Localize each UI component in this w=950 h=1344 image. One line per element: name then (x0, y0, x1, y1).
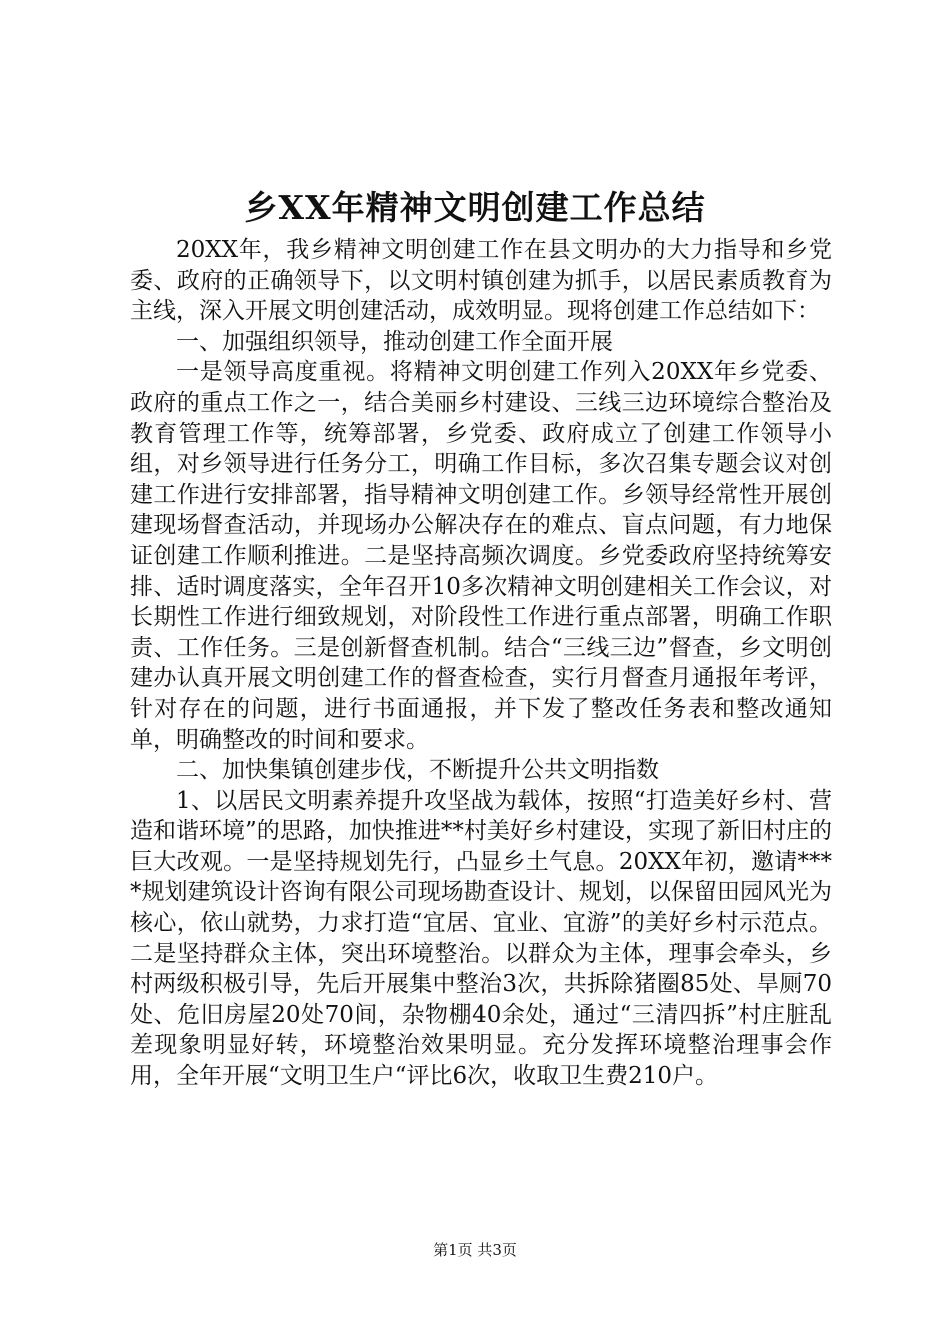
paragraph-village-building: 1、以居民文明素养提升攻坚战为载体，按照“打造美好乡村、营造和谐环境”的思路，加快推进**村美好乡村建设，实现了新旧村庄的巨大改观。一是坚持规划先行，凸显乡土气息。20XX年初，邀请****规划建筑设计咨询有限公司现场勘查设计、规划，以保留田园风光为核心，依山就势，力求打造“宜居、宜业、宜游”的美好乡村示范点。二是坚持群众主体，突出环境整治。以群众为主体，理事会牵头，乡村两级积极引导，先后开展集中整治3次，共拆除猪圈85处、旱厕70处、危旧房屋20处70间，杂物棚40余处，通过“三清四拆”村庄脏乱差现象明显好转，环境整治效果明显。充分发挥环境整治理事会作用，全年开展“文明卫生户“评比6次，收取卫生费210户。 (130, 787, 832, 1090)
section-heading-2: 二、加快集镇创建步伐，不断提升公共文明指数 (176, 757, 659, 784)
paragraph-leadership: 一是领导高度重视。将精神文明创建工作列入20XX年乡党委、政府的重点工作之一，结合美丽乡村建设、三线三边环境综合整治及教育管理工作等，统筹部署，乡党委、政府成立了创建工作领导小组，对乡领导进行任务分工，明确工作目标，多次召集专题会议对创建工作进行安排部署，指导精神文明创建工作。乡领导经常性开展创建现场督查活动，并现场办公解决存在的难点、盲点问题，有力地保证创建工作顺利推进。二是坚持高频次调度。乡党委政府坚持统筹安排、适时调度落实，全年召开10多次精神文明创建相关工作会议，对长期性工作进行细致规划，对阶段性工作进行重点部署，明确工作职责、工作任务。三是创新督查机制。结合“三线三边”督查，乡文明创建办认真开展文明创建工作的督查检查，实行月督查月通报年考评，针对存在的问题，进行书面通报，并下发了整改任务表和整改通知单，明确整改的时间和要求。 (130, 359, 832, 753)
section-heading-1: 一、加强组织领导，推动创建工作全面开展 (176, 328, 613, 355)
page-footer: 第1页 共3页 (433, 1241, 517, 1259)
document-title: 乡XX年精神文明创建工作总结 (244, 188, 706, 227)
document-body (130, 235, 832, 1092)
paragraph-intro: 20XX年，我乡精神文明创建工作在县文明办的大力指导和乡党委、政府的正确领导下，以文明村镇创建为抓手，以居民素质教育为主线，深入开展文明创建活动，成效明显。现将创建工作总结如下： (130, 237, 832, 325)
